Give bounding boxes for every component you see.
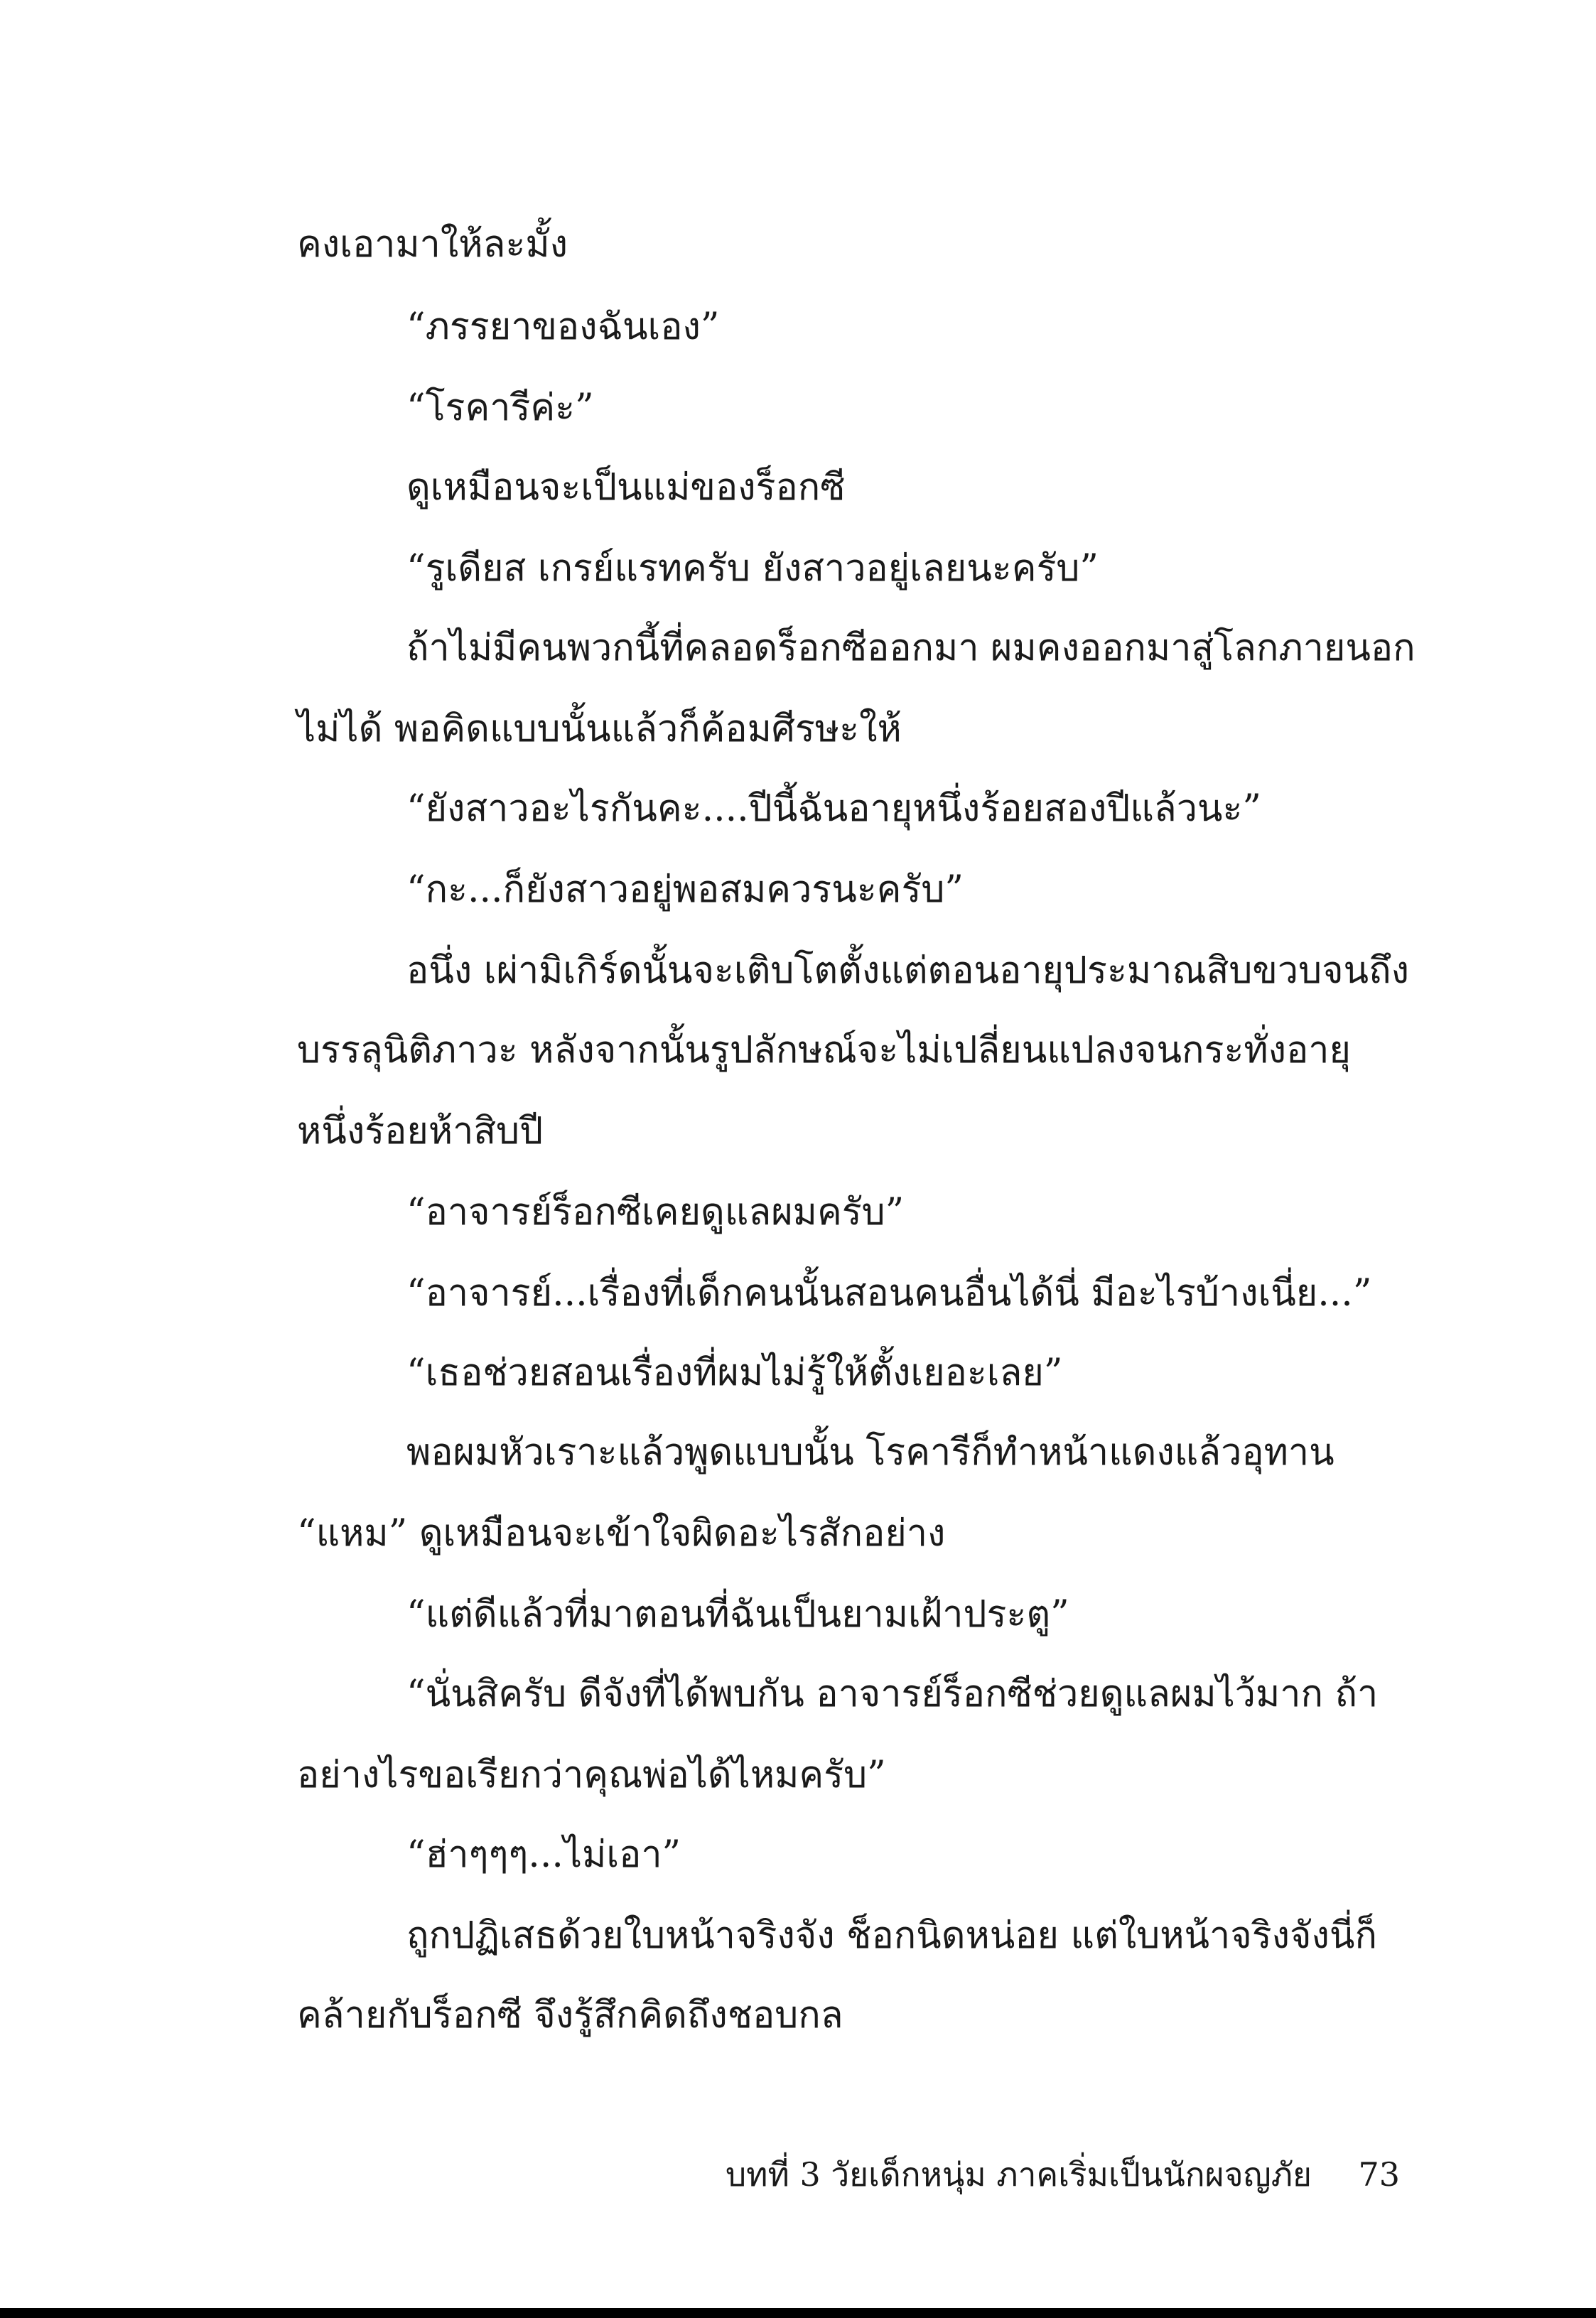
text-line: คล้ายกับร็อกซี จึงรู้สึกคิดถึงชอบกล: [297, 1994, 843, 2037]
text-line: “ฮ่าๆๆๆ...ไม่เอา”: [406, 1833, 681, 1876]
text-line: “ยังสาวอะไรกันคะ....ปีนี้ฉันอายุหนึ่งร้อยสองปีแล้วนะ”: [406, 787, 1261, 830]
text-line: “รูเดียส เกรย์แรทครับ ยังสาวอยู่เลยนะครับ”: [406, 547, 1099, 590]
text-line: หนึ่งร้อยห้าสิบปี: [297, 1110, 544, 1153]
text-line: ถูกปฏิเสธด้วยใบหน้าจริงจัง ช็อกนิดหน่อย แต่ใบหน้าจริงจังนี่ก็: [406, 1914, 1377, 1957]
text-line: ไม่ได้ พอคิดแบบนั้นแล้วก็ค้อมศีรษะให้: [297, 708, 902, 750]
text-line: “อาจารย์ร็อกซีเคยดูแลผมครับ”: [406, 1191, 905, 1234]
text-line: “นั่นสิครับ ดีจังที่ได้พบกัน อาจารย์ร็อกซีช่วยดูแลผมไว้มาก ถ้า: [406, 1673, 1379, 1715]
text-line: “โรคารีค่ะ”: [406, 387, 594, 429]
bottom-edge-rule: [0, 2308, 1596, 2318]
text-line: พอผมหัวเราะแล้วพูดแบบนั้น โรคารีก็ทำหน้าแดงแล้วอุทาน: [406, 1431, 1335, 1474]
text-line: อนึ่ง เผ่ามิเกิร์ดนั้นจะเติบโตตั้งแต่ตอนอายุประมาณสิบขวบจนถึง: [406, 949, 1409, 992]
chapter-title: บทที่ 3 วัยเด็กหนุ่ม ภาคเริ่มเป็นนักผจญภัย: [725, 2155, 1312, 2194]
page-number: 73: [1358, 2155, 1400, 2194]
text-line: “กะ...ก็ยังสาวอยู่พอสมควรนะครับ”: [406, 868, 964, 911]
text-line: อย่างไรขอเรียกว่าคุณพ่อได้ไหมครับ”: [297, 1754, 886, 1796]
text-line: คงเอามาให้ละมั้ง: [297, 223, 568, 266]
text-line: บรรลุนิติภาวะ หลังจากนั้นรูปลักษณ์จะไม่เปลี่ยนแปลงจนกระทั่งอายุ: [297, 1029, 1351, 1072]
text-line: “อาจารย์...เรื่องที่เด็กคนนั้นสอนคนอื่นได้นี่ มีอะไรบ้างเนี่ย...”: [406, 1272, 1372, 1315]
text-line: ถ้าไม่มีคนพวกนี้ที่คลอดร็อกซีออกมา ผมคงออกมาสู่โลกภายนอก: [406, 627, 1416, 669]
page-footer: [0, 2146, 1596, 2203]
text-line: “เธอช่วยสอนเรื่องที่ผมไม่รู้ให้ตั้งเยอะเลย”: [406, 1352, 1063, 1394]
text-line: “ภรรยาของฉันเอง”: [406, 306, 720, 348]
text-line: “แหม” ดูเหมือนจะเข้าใจผิดอะไรสักอย่าง: [297, 1512, 946, 1555]
text-line: “แต่ดีแล้วที่มาตอนที่ฉันเป็นยามเฝ้าประตู”: [406, 1593, 1069, 1636]
text-line: ดูเหมือนจะเป็นแม่ของร็อกซี: [406, 466, 846, 509]
